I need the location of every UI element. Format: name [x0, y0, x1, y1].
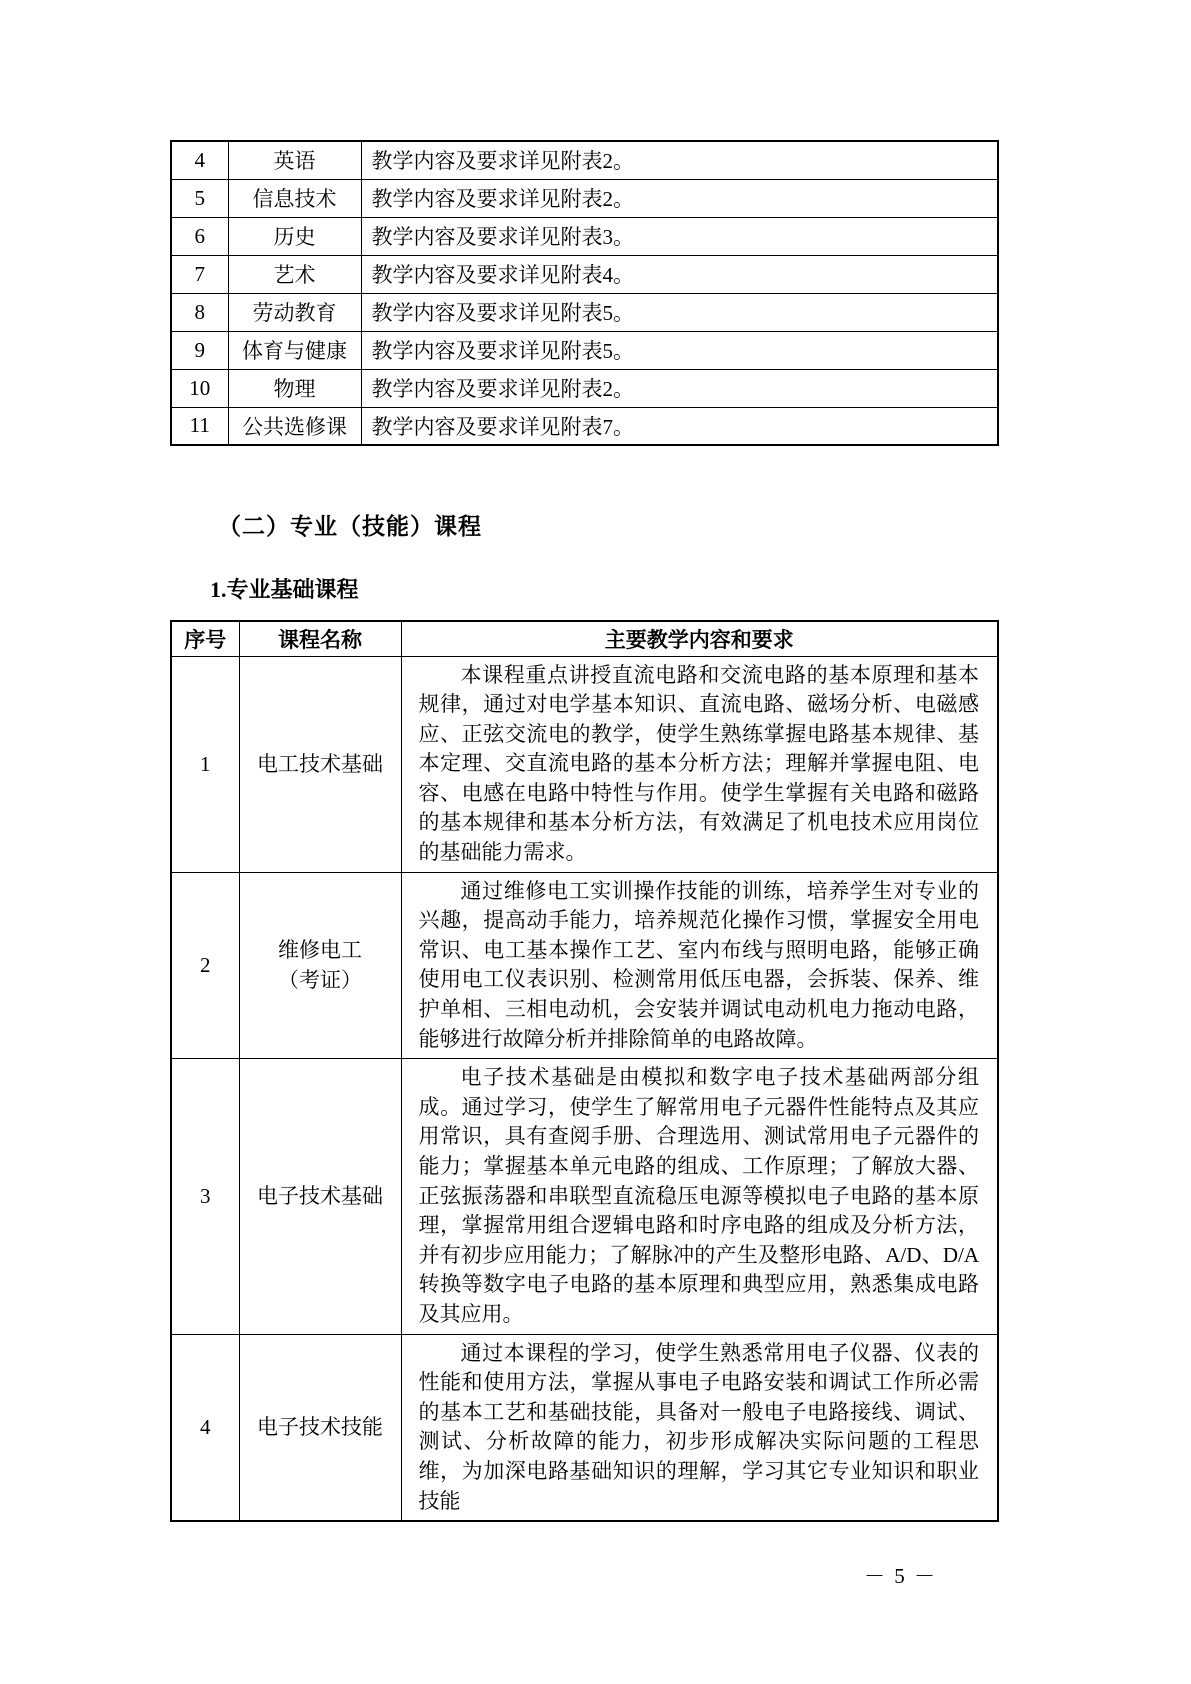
header-course-name: 课程名称	[239, 621, 401, 656]
course-name: 艺术	[228, 255, 361, 293]
course-name: 公共选修课	[228, 407, 361, 445]
course-name-line2: （考证）	[278, 968, 362, 993]
course-number: 5	[171, 179, 228, 217]
section-subheading: 1.专业基础课程	[210, 577, 359, 602]
table-row	[171, 656, 998, 872]
course-desc	[401, 656, 998, 872]
table-row	[171, 141, 998, 179]
table-row	[171, 872, 998, 1059]
course-name	[239, 656, 401, 872]
course-number: 6	[171, 217, 228, 255]
course-number: 9	[171, 331, 228, 369]
table-header-row	[171, 621, 998, 656]
course-desc: 教学内容及要求详见附表7。	[361, 407, 998, 445]
course-name: 历史	[228, 217, 361, 255]
course-name: 英语	[228, 141, 361, 179]
professional-courses-table	[170, 620, 999, 1522]
course-name-line: 电工技术基础	[257, 752, 383, 777]
public-courses-table	[170, 140, 999, 446]
course-desc: 教学内容及要求详见附表4。	[361, 255, 998, 293]
course-name	[239, 1334, 401, 1521]
course-number: 11	[171, 407, 228, 445]
course-name	[239, 1059, 401, 1334]
header-course-content: 主要教学内容和要求	[401, 621, 998, 656]
course-desc-text: 通过维修电工实训操作技能的训练，培养学生对专业的兴趣，提高动手能力，培养规范化操作习惯，掌握安全用电常识、电工基本操作工艺、室内布线与照明电路，能够正确使用电工仪表识别、检测常用低压电器，会拆装、保养、维护单相、三相电动机，会安装并调试电动机电力拖动电路，能够进行故障分析并排除简单的电路故障。	[418, 878, 979, 1051]
section-heading: （二）专业（技能）课程	[218, 514, 482, 539]
table-row	[171, 369, 998, 407]
course-desc-text: 本课程重点讲授直流电路和交流电路的基本原理和基本规律，通过对电学基本知识、直流电路、磁场分析、电磁感应、正弦交流电的教学，使学生熟练掌握电路基本规律、基本定理、交直流电路的基本分析方法；理解并掌握电阻、电容、电感在电路中特性与作用。使学生掌握有关电路和磁路的基本规律和基本分析方法，有效满足了机电技术应用岗位的基础能力需求。	[418, 662, 979, 865]
course-number: 3	[171, 1059, 239, 1334]
course-desc	[401, 1059, 998, 1334]
table-row	[171, 217, 998, 255]
course-name: 信息技术	[228, 179, 361, 217]
course-desc	[401, 872, 998, 1059]
page-number: － 5 －	[864, 1564, 937, 1588]
table-row	[171, 255, 998, 293]
table-row	[171, 407, 998, 445]
course-desc: 教学内容及要求详见附表2。	[361, 141, 998, 179]
course-name: 物理	[228, 369, 361, 407]
course-number: 1	[171, 656, 239, 872]
table-row	[171, 1334, 998, 1521]
course-number: 7	[171, 255, 228, 293]
course-number: 4	[171, 1334, 239, 1521]
course-desc: 教学内容及要求详见附表5。	[361, 293, 998, 331]
course-number: 2	[171, 872, 239, 1059]
course-name: 劳动教育	[228, 293, 361, 331]
course-desc-text: 通过本课程的学习，使学生熟悉常用电子仪器、仪表的性能和使用方法，掌握从事电子电路安装和调试工作所必需的基本工艺和基础技能，具备对一般电子电路接线、调试、测试、分析故障的能力，初步形成解决实际问题的工程思维，为加深电路基础知识的理解，学习其它专业知识和职业技能	[418, 1340, 979, 1513]
course-name	[239, 872, 401, 1059]
course-name-line: 电子技术技能	[257, 1415, 383, 1440]
table-row	[171, 1059, 998, 1334]
header-course-number: 序号	[171, 621, 239, 656]
course-name: 体育与健康	[228, 331, 361, 369]
course-number: 8	[171, 293, 228, 331]
table-row	[171, 179, 998, 217]
table-row	[171, 331, 998, 369]
page-content	[170, 140, 997, 1522]
course-desc: 教学内容及要求详见附表2。	[361, 369, 998, 407]
course-name-line: 电子技术基础	[257, 1184, 383, 1209]
course-desc	[401, 1334, 998, 1521]
course-desc: 教学内容及要求详见附表5。	[361, 331, 998, 369]
course-name-line: 维修电工	[278, 938, 362, 963]
course-desc: 教学内容及要求详见附表3。	[361, 217, 998, 255]
course-number: 4	[171, 141, 228, 179]
table-row	[171, 293, 998, 331]
course-number: 10	[171, 369, 228, 407]
course-desc: 教学内容及要求详见附表2。	[361, 179, 998, 217]
course-desc-text: 电子技术基础是由模拟和数字电子技术基础两部分组成。通过学习，使学生了解常用电子元器件性能特点及其应用常识，具有查阅手册、合理选用、测试常用电子元器件的能力；掌握基本单元电路的组成、工作原理；了解放大器、正弦振荡器和串联型直流稳压电源等模拟电子电路的基本原理，掌握常用组合逻辑电路和时序电路的组成及分析方法，并有初步应用能力；了解脉冲的产生及整形电路、A/D、D/A转换等数字电子电路的基本原理和典型应用，熟悉集成电路及其应用。	[418, 1065, 979, 1326]
